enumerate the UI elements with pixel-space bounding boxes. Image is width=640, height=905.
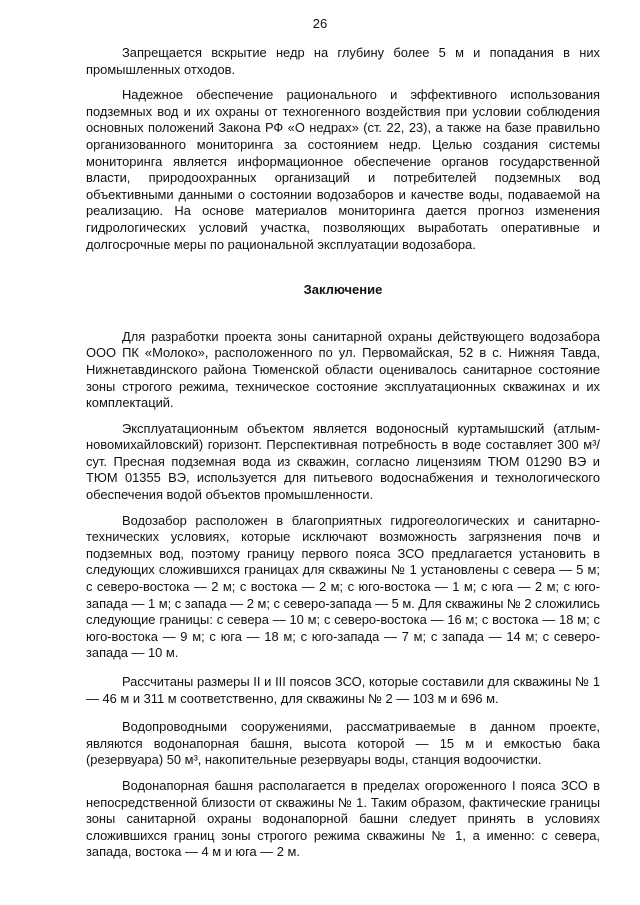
paragraph-water-facilities: Водопроводными сооружениями, рассматриваемые в данном проекте, являются водонапорная башня, высота которой — 15 м и емкостью бака (резервуара) 50 м³, накопительные резервуары воды, станция водоочистки. (86, 719, 600, 768)
paragraph-monitoring: Надежное обеспечение рационального и эффективного использования подземных вод и их охраны от техногенного воздействия при условии соблюдения основных положений Закона РФ «О недрах» (ст. 22, 23), а также на базе правильно организованного мониторинга за состоянием недр. Целью создания системы мониторинга является информационное обеспечение органов государственной власти, природоохранных организаций и потребителей подземных вод объективными данными о состоянии водозаборов и качестве воды, подаваемой на реализацию. На основе материалов мониторинга дается прогноз изменения гидрологических условий участка, позволяющих выработать оперативные и долгосрочные меры по рациональной эксплуатации водозабора. (86, 87, 600, 252)
paragraph-second-third-belts: Рассчитаны размеры II и III поясов ЗСО, которые составили для скважины № 1 — 46 м и 311 м соответственно, для скважины № 2 — 103 м и 696 м. (86, 674, 600, 706)
paragraph-excavation-ban: Запрещается вскрытие недр на глубину более 5 м и попадания в них промышленных отходов. (86, 45, 600, 77)
paragraph-first-belt-boundaries: Водозабор расположен в благоприятных гидрогеологических и санитарно-технических условиях, которые исключают возможность загрязнения почв и подземных вод, поэтому границу первого пояса ЗСО предлагается установить в следующих сложившихся границах для скважины № 1 установлены с севера — 5 м; с северо-востока — 2 м; с востока — 2 м; с юго-востока — 1 м; с юга — 2 м; с юго-запада — 1 м; с запада — 2 м; с северо-запада — 5 м. Для скважины № 2 сложились следующие границы: с севера — 10 м; с северо-востока — 16 м; с востока — 18 м; с юго-востока — 9 м; с юга — 18 м; с юго-запада — 7 м; с запада — 14 м; с северо-запада — 10 м. (86, 512, 600, 661)
paragraph-project-scope: Для разработки проекта зоны санитарной охраны действующего водозабора ООО ПК «Молоко», расположенного по ул. Первомайская, 52 в с. Нижняя Тавда, Нижнетавдинского района Тюменской области оценивалось санитарное состояние зоны строгого режима, техническое состояние эксплуатационных скважинах и их комплектаций. (86, 328, 600, 411)
page-number: 26 (312, 16, 328, 31)
paragraph-water-tower: Водонапорная башня располагается в пределах огороженного I пояса ЗСО в непосредственной близости от скважины № 1. Таким образом, фактические границы зоны санитарной охраны водонапорной башни следует принять в условиях сложившихся границ зоны строгого режима скважины № 1, а именно: с севера, запада, востока — 4 м и юга — 2 м. (86, 777, 600, 860)
document-body (86, 45, 600, 861)
section-heading-conclusion: Заключение (303, 282, 383, 298)
paragraph-aquifer: Эксплуатационным объектом является водоносный куртамышский (атлым-новомихайловский) горизонт. Перспективная потребность в воде составляет 300 м³/сут. Пресная подземная вода из скважин, согласно лицензиям ТЮМ 01290 ВЭ и ТЮМ 01355 ВЭ, используется для питьевого водоснабжения и технологического обеспечения водой объектов промышленности. (86, 420, 600, 503)
